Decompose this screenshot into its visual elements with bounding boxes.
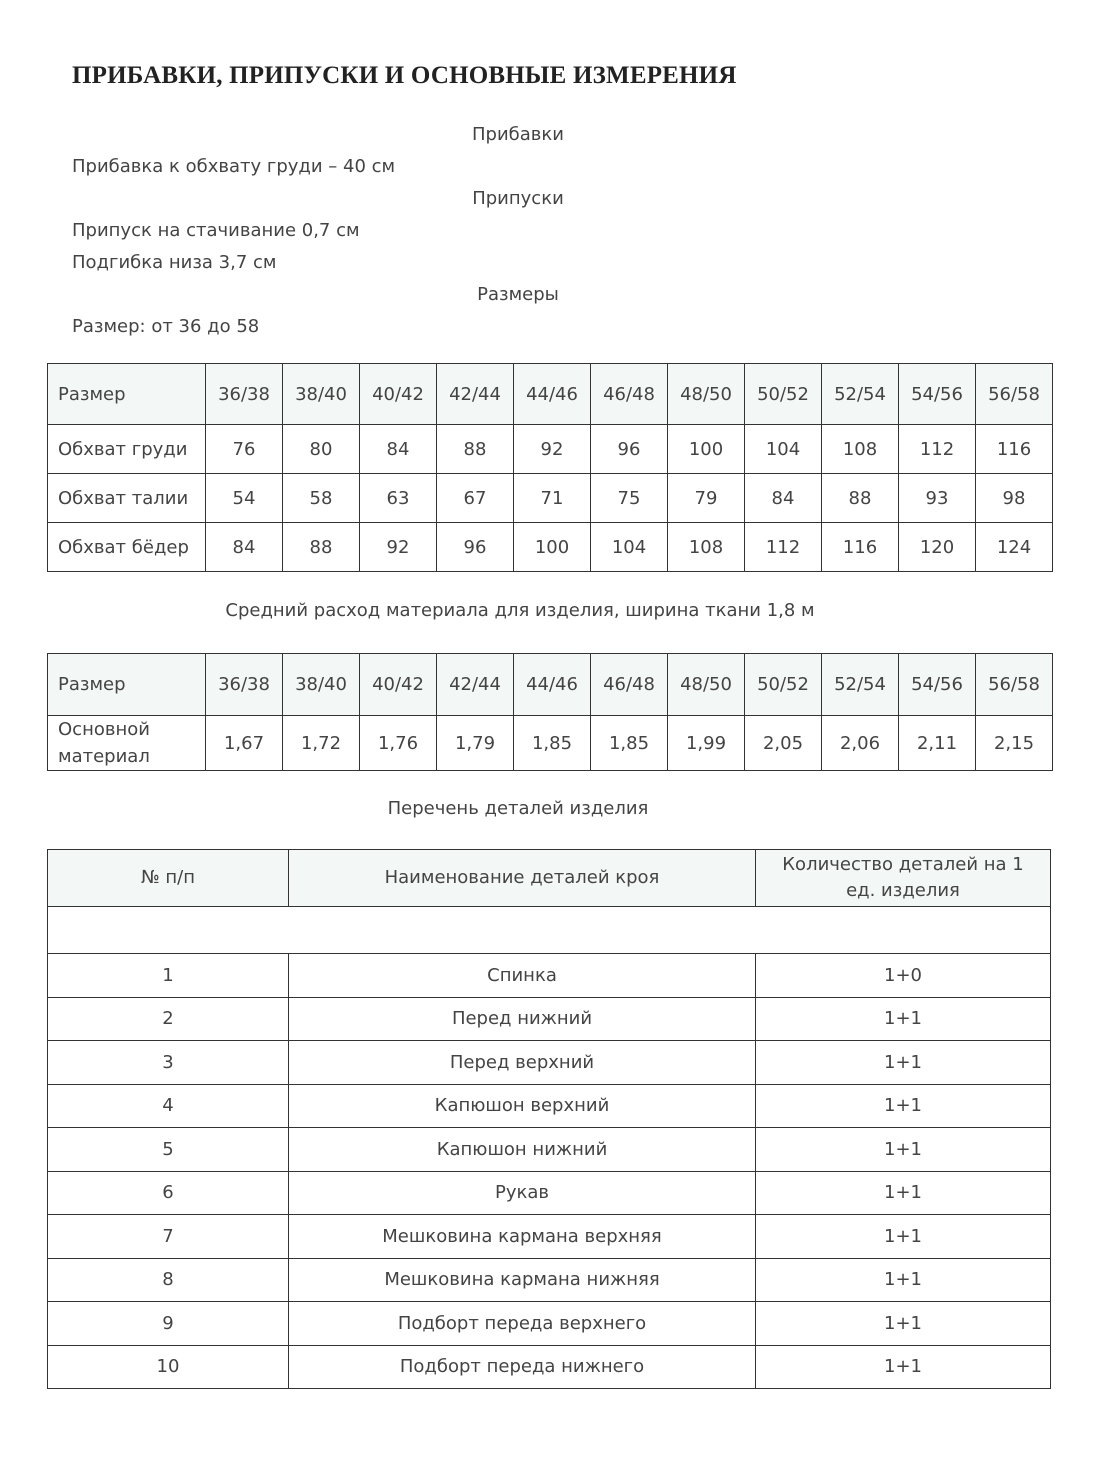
table-cell: 96: [591, 425, 668, 474]
part-number-cell: 2: [48, 997, 289, 1041]
table-cell: 98: [976, 474, 1053, 523]
part-number-cell: 4: [48, 1084, 289, 1128]
table-cell: 84: [745, 474, 822, 523]
allowances-heading: Прибавки: [472, 124, 564, 145]
table-cell: 67: [437, 474, 514, 523]
part-number-cell: 7: [48, 1215, 289, 1259]
size-column-header: 52/54: [822, 364, 899, 425]
size-column-header: 46/48: [591, 654, 668, 716]
size-column-header: 52/54: [822, 654, 899, 716]
table-cell: 71: [514, 474, 591, 523]
part-name-cell: Капюшон верхний: [289, 1084, 756, 1128]
chest-allowance-text: Прибавка к обхвату груди – 40 см: [72, 156, 396, 177]
part-name-cell: Перед верхний: [289, 1041, 756, 1085]
table-cell: 2,06: [822, 716, 899, 771]
table-cell: 79: [668, 474, 745, 523]
part-name-cell: Рукав: [289, 1171, 756, 1215]
size-column-header: 54/56: [899, 364, 976, 425]
size-range-text: Размер: от 36 до 58: [72, 316, 260, 337]
part-name-cell: Перед нижний: [289, 997, 756, 1041]
table-cell: 1,99: [668, 716, 745, 771]
size-column-header: 42/44: [437, 364, 514, 425]
col-num-header: № п/п: [48, 850, 289, 907]
table-cell: 80: [283, 425, 360, 474]
size-column-header: 36/38: [206, 364, 283, 425]
row-label-line2: материал: [58, 746, 150, 767]
table-cell: 1,85: [514, 716, 591, 771]
size-column-header: 42/44: [437, 654, 514, 716]
table-cell: 1,72: [283, 716, 360, 771]
part-qty-cell: 1+1: [756, 1171, 1051, 1215]
size-column-header: 38/40: [283, 654, 360, 716]
part-name-cell: Капюшон нижний: [289, 1128, 756, 1172]
table-cell: 92: [514, 425, 591, 474]
table-cell: 92: [360, 523, 437, 572]
size-column-header: 50/52: [745, 654, 822, 716]
table-cell: 104: [591, 523, 668, 572]
table-cell: 1,76: [360, 716, 437, 771]
part-name-cell: Подборт переда нижнего: [289, 1345, 756, 1389]
part-number-cell: 10: [48, 1345, 289, 1389]
table-row: [48, 1128, 1051, 1172]
table-cell: 54: [206, 474, 283, 523]
size-column-header: 40/42: [360, 654, 437, 716]
part-qty-cell: 1+1: [756, 1215, 1051, 1259]
part-name-cell: Спинка: [289, 954, 756, 998]
table-cell: 116: [976, 425, 1053, 474]
size-column-header: 46/48: [591, 364, 668, 425]
consumption-table: [47, 653, 1053, 771]
table-row: [48, 954, 1051, 998]
size-column-header: 40/42: [360, 364, 437, 425]
size-column-header: 54/56: [899, 654, 976, 716]
row-label: Обхват бёдер: [48, 523, 206, 572]
table-cell: 96: [437, 523, 514, 572]
part-number-cell: 6: [48, 1171, 289, 1215]
table-cell: 120: [899, 523, 976, 572]
table-cell: 2,15: [976, 716, 1053, 771]
part-qty-cell: 1+1: [756, 997, 1051, 1041]
size-column-header: 36/38: [206, 654, 283, 716]
seam-allowance-text: Припуск на стачивание 0,7 см: [72, 220, 360, 241]
parts-table: [47, 849, 1051, 1389]
table-cell: 58: [283, 474, 360, 523]
table-row: [48, 1084, 1051, 1128]
part-qty-cell: 1+1: [756, 1128, 1051, 1172]
part-qty-cell: 1+1: [756, 1258, 1051, 1302]
size-column-header: 48/50: [668, 364, 745, 425]
table-cell: 1,67: [206, 716, 283, 771]
table-cell: 108: [822, 425, 899, 474]
table-row: [48, 1258, 1051, 1302]
size-column-header: 48/50: [668, 654, 745, 716]
consumption-heading: Средний расход материала для изделия, ширина ткани 1,8 м: [225, 600, 815, 621]
table-cell: 2,11: [899, 716, 976, 771]
size-column-header: 44/46: [514, 364, 591, 425]
part-number-cell: 8: [48, 1258, 289, 1302]
table-row: [48, 1171, 1051, 1215]
page-title: ПРИБАВКИ, ПРИПУСКИ И ОСНОВНЫЕ ИЗМЕРЕНИЯ: [72, 62, 737, 89]
table-cell: 88: [437, 425, 514, 474]
table-cell: 100: [668, 425, 745, 474]
seams-heading: Припуски: [472, 188, 564, 209]
table-header-row: [48, 654, 1053, 716]
table-cell: 88: [822, 474, 899, 523]
table-row: [48, 474, 1053, 523]
part-qty-cell: 1+1: [756, 1041, 1051, 1085]
size-column-header: 38/40: [283, 364, 360, 425]
table-row: [48, 1041, 1051, 1085]
table-cell: 2,05: [745, 716, 822, 771]
table-cell: 84: [206, 523, 283, 572]
part-name-cell: Подборт переда верхнего: [289, 1302, 756, 1346]
table-cell: 75: [591, 474, 668, 523]
table-row: [48, 716, 1053, 771]
table-row: [48, 1302, 1051, 1346]
table-row: [48, 523, 1053, 572]
table-cell: 112: [899, 425, 976, 474]
part-qty-cell: 1+0: [756, 954, 1051, 998]
sizes-heading: Размеры: [477, 284, 559, 305]
part-name-cell: Мешковина кармана нижняя: [289, 1258, 756, 1302]
table-row: [48, 997, 1051, 1041]
size-column-header: 44/46: [514, 654, 591, 716]
blank-cell: [48, 907, 1051, 954]
table-row: [48, 1345, 1051, 1389]
table-cell: 1,79: [437, 716, 514, 771]
part-number-cell: 1: [48, 954, 289, 998]
col-name-header: Наименование деталей кроя: [289, 850, 756, 907]
part-qty-cell: 1+1: [756, 1084, 1051, 1128]
table-cell: 93: [899, 474, 976, 523]
row-label: Обхват талии: [48, 474, 206, 523]
row-label-line1: Основной: [58, 719, 150, 740]
header-label: Размер: [48, 364, 206, 425]
col-qty-line2: ед. изделия: [846, 880, 960, 901]
table-cell: 76: [206, 425, 283, 474]
parts-heading: Перечень деталей изделия: [387, 798, 649, 819]
table-cell: 84: [360, 425, 437, 474]
table-cell: 112: [745, 523, 822, 572]
parts-body: [48, 954, 1051, 1389]
row-label: Обхват груди: [48, 425, 206, 474]
table-header-row: [48, 364, 1053, 425]
col-qty-line1: Количество деталей на 1: [782, 854, 1024, 875]
table-cell: 116: [822, 523, 899, 572]
part-name-cell: Мешковина кармана верхняя: [289, 1215, 756, 1259]
table-row: [48, 425, 1053, 474]
part-qty-cell: 1+1: [756, 1345, 1051, 1389]
size-column-header: 56/58: [976, 364, 1053, 425]
table-cell: 1,85: [591, 716, 668, 771]
table-cell: 104: [745, 425, 822, 474]
blank-row: [48, 907, 1051, 954]
part-number-cell: 3: [48, 1041, 289, 1085]
size-column-header: 50/52: [745, 364, 822, 425]
hem-allowance-text: Подгибка низа 3,7 см: [72, 252, 277, 273]
row-label: [48, 716, 206, 771]
table-cell: 88: [283, 523, 360, 572]
table-cell: 108: [668, 523, 745, 572]
size-column-header: 56/58: [976, 654, 1053, 716]
part-number-cell: 9: [48, 1302, 289, 1346]
table-row: [48, 1215, 1051, 1259]
table-cell: 100: [514, 523, 591, 572]
table-cell: 63: [360, 474, 437, 523]
col-qty-header: [756, 850, 1051, 907]
table-header-row: [48, 850, 1051, 907]
part-number-cell: 5: [48, 1128, 289, 1172]
measurements-table: [47, 363, 1053, 572]
header-label: Размер: [48, 654, 206, 716]
part-qty-cell: 1+1: [756, 1302, 1051, 1346]
table-cell: 124: [976, 523, 1053, 572]
